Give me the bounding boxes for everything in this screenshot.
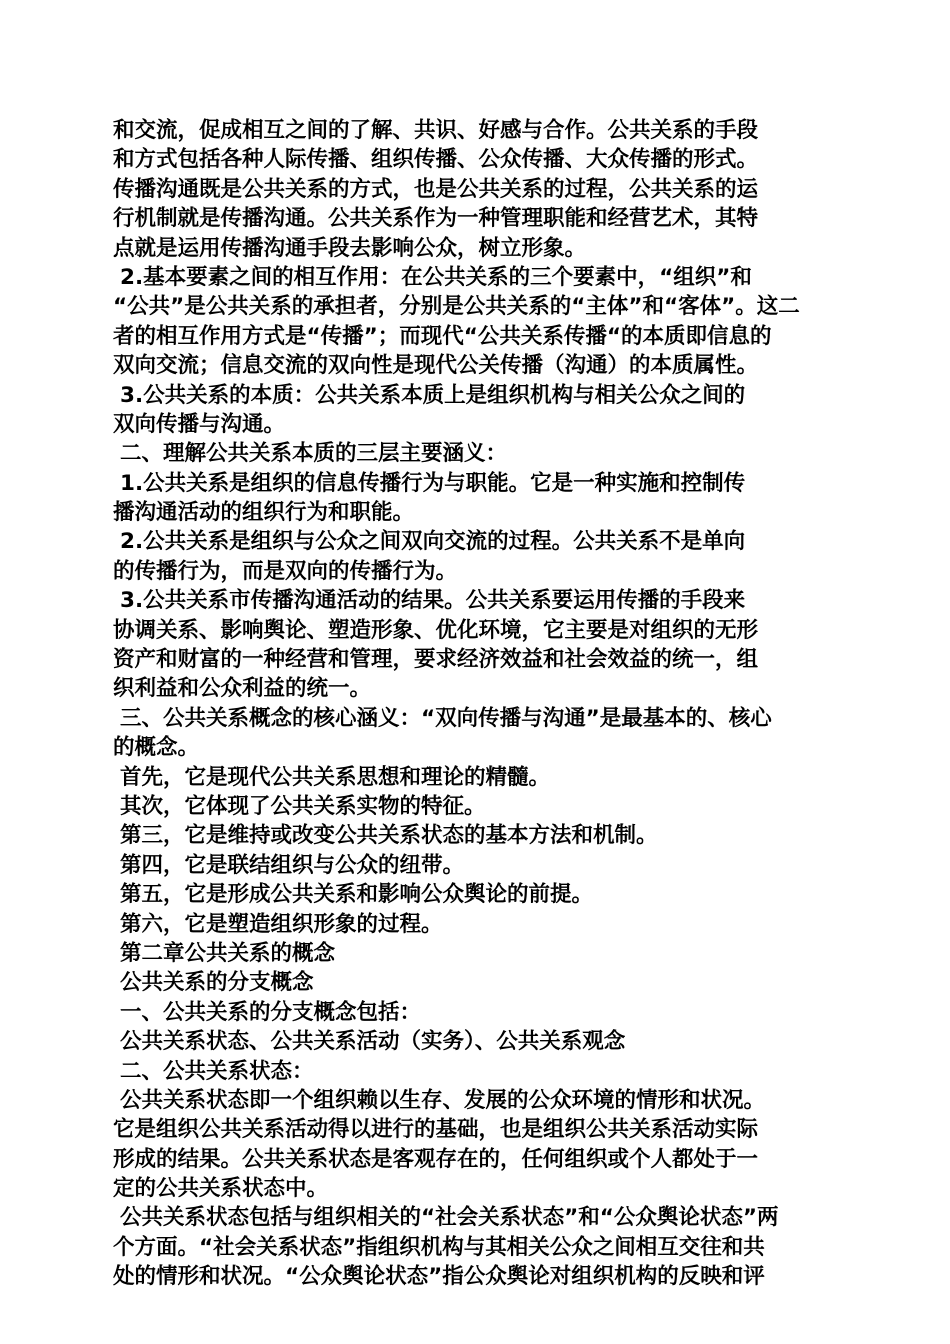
text-line: 1.公共关系是组织的信息传播行为与职能。它是一种实施和控制传	[120, 470, 746, 496]
text-line: 资产和财富的一种经营和管理，要求经济效益和社会效益的统一，组	[113, 647, 759, 673]
text-line: “公共”是公共关系的承担者，分别是公共关系的“主体”和“客体”。这二	[113, 294, 800, 320]
text-line: 2.基本要素之间的相互作用：在公共关系的三个要素中，“组织”和	[120, 264, 752, 290]
text-line: 第三，它是维持或改变公共关系状态的基本方法和机制。	[120, 823, 658, 849]
text-line: 三、公共关系概念的核心涵义：“双向传播与沟通”是最基本的、核心	[120, 705, 772, 731]
text-line: 公共关系状态包括与组织相关的“社会关系状态”和“公众舆论状态”两	[120, 1205, 779, 1231]
text-line: 其次，它体现了公共关系实物的特征。	[120, 793, 486, 819]
text-line: 双向交流；信息交流的双向性是现代公关传播（沟通）的本质属性。	[113, 353, 759, 379]
text-line: 传播沟通既是公共关系的方式，也是公共关系的过程，公共关系的运	[113, 176, 759, 202]
text-line: 点就是运用传播沟通手段去影响公众，树立形象。	[113, 235, 587, 261]
text-line: 第五，它是形成公共关系和影响公众舆论的前提。	[120, 882, 594, 908]
text-line: 3.公共关系的本质：公共关系本质上是组织机构与相关公众之间的	[120, 382, 746, 408]
text-line: 第二章公共关系的概念	[120, 940, 336, 966]
text-line: 二、公共关系状态：	[120, 1058, 314, 1084]
text-line: 播沟通活动的组织行为和职能。	[113, 500, 415, 526]
text-line: 和方式包括各种人际传播、组织传播、公众传播、大众传播的形式。	[113, 147, 759, 173]
text-line: 第六，它是塑造组织形象的过程。	[120, 911, 443, 937]
text-line: 公共关系状态即一个组织赖以生存、发展的公众环境的情形和状况。	[120, 1087, 766, 1113]
text-line: 2.公共关系是组织与公众之间双向交流的过程。公共关系不是单向	[120, 529, 746, 555]
text-line: 个方面。“社会关系状态”指组织机构与其相关公众之间相互交往和共	[113, 1234, 765, 1260]
text-line: 者的相互作用方式是“传播”；而现代“公共关系传播“的本质即信息的	[113, 323, 772, 349]
text-line: 的概念。	[113, 735, 200, 761]
text-line: 处的情形和状况。“公众舆论状态”指公众舆论对组织机构的反映和评	[113, 1264, 765, 1290]
text-line: 和交流，促成相互之间的了解、共识、好感与合作。公共关系的手段	[113, 118, 759, 143]
text-line: 一、公共关系的分支概念包括：	[120, 999, 422, 1025]
text-line: 行机制就是传播沟通。公共关系作为一种管理职能和经营艺术，其特	[113, 206, 759, 232]
text-line: 公共关系状态、公共关系活动（实务）、公共关系观念	[120, 1029, 626, 1055]
text-line: 的传播行为，而是双向的传播行为。	[113, 558, 458, 584]
text-line: 二、理解公共关系本质的三层主要涵义：	[120, 441, 508, 467]
text-line: 织利益和公众利益的统一。	[113, 676, 372, 702]
text-line: 定的公共关系状态中。	[113, 1176, 329, 1202]
text-line: 3.公共关系市传播沟通活动的结果。公共关系要运用传播的手段来	[120, 588, 746, 614]
text-line: 形成的结果。公共关系状态是客观存在的，任何组织或个人都处于一	[113, 1146, 759, 1172]
document-body	[113, 116, 835, 1292]
text-line: 公共关系的分支概念	[120, 970, 314, 996]
text-line: 协调关系、影响舆论、塑造形象、优化环境，它主要是对组织的无形	[113, 617, 759, 643]
text-line: 双向传播与沟通。	[113, 411, 286, 437]
text-line: 第四，它是联结组织与公众的纽带。	[120, 852, 465, 878]
text-line: 它是组织公共关系活动得以进行的基础，也是组织公共关系活动实际	[113, 1117, 759, 1143]
text-line: 首先，它是现代公共关系思想和理论的精髓。	[120, 764, 551, 790]
